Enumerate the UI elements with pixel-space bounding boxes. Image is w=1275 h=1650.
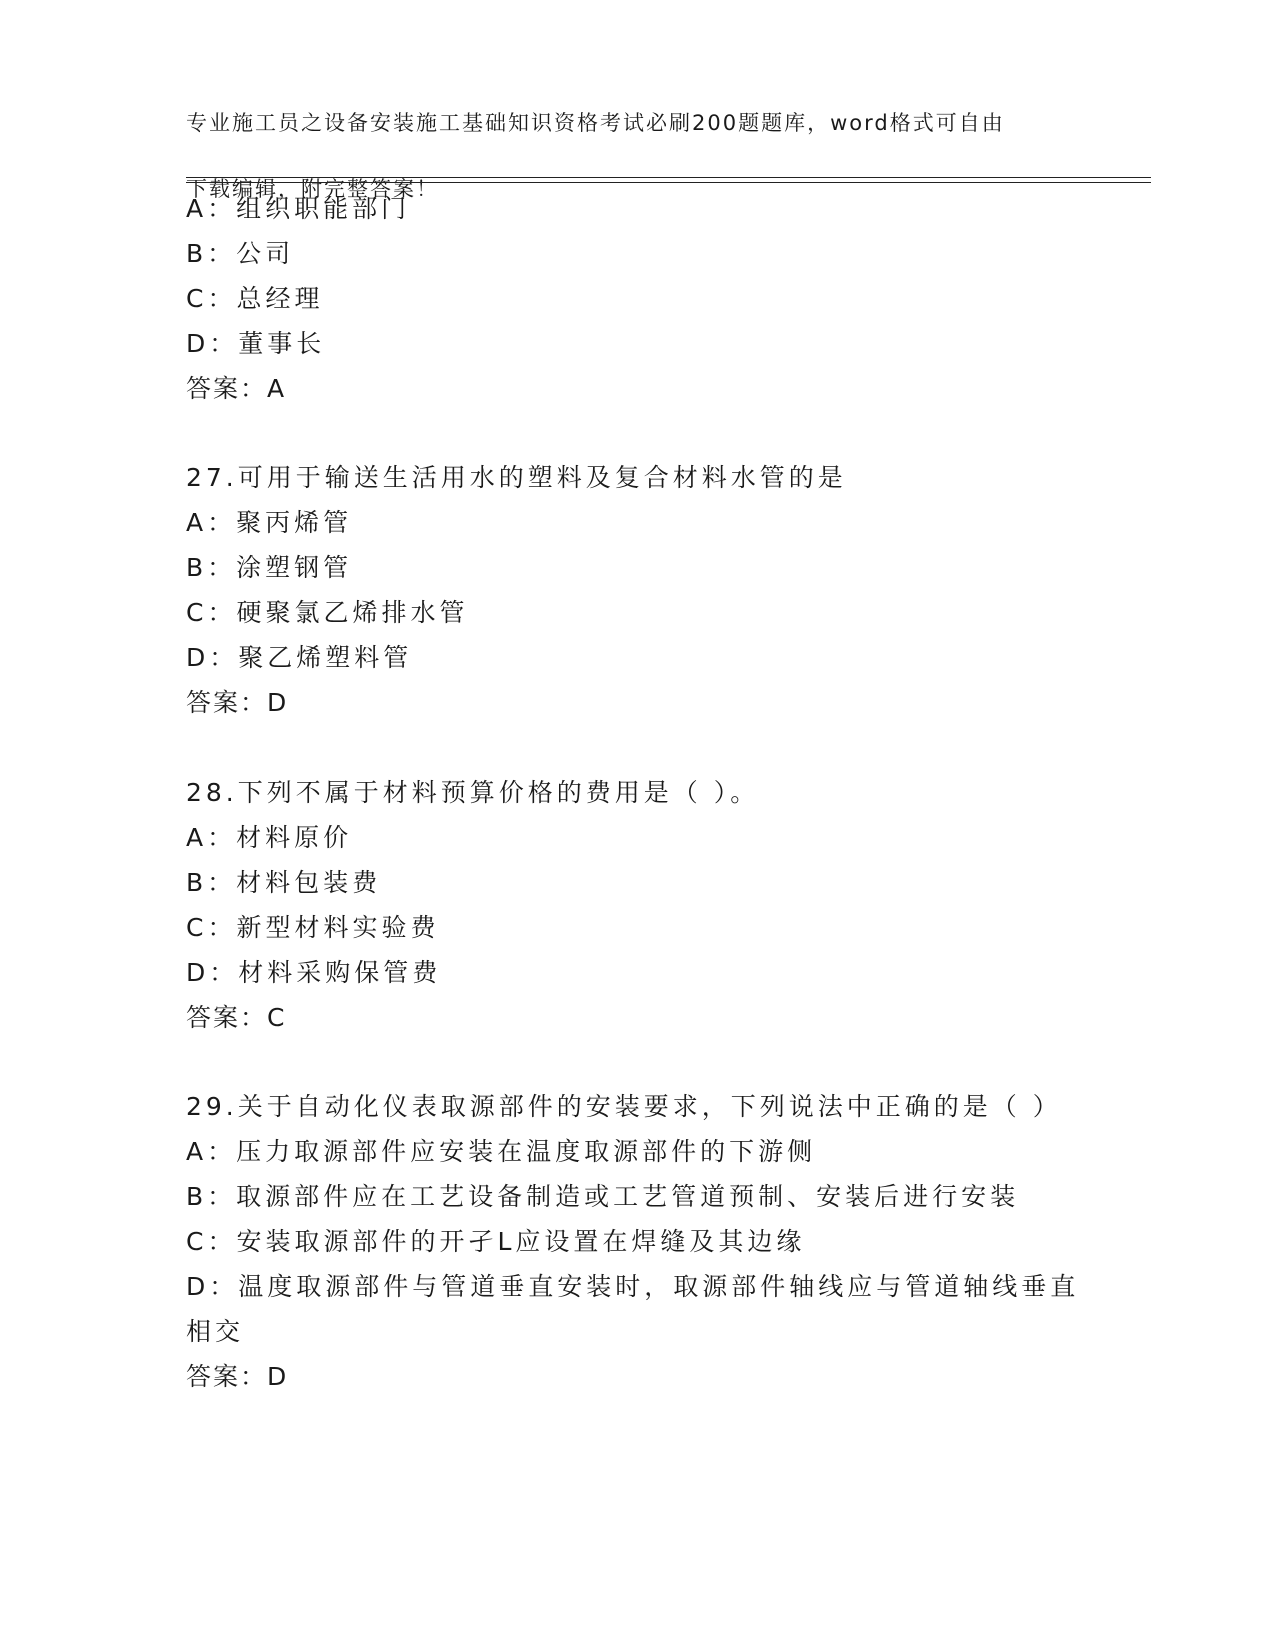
header-title-line-1: 专业施工员之设备安装施工基础知识资格考试必刷200题题库，word格式可自由 xyxy=(186,111,1005,135)
option-line: B：材料包装费 xyxy=(186,868,382,897)
answer-line: 答案：A xyxy=(186,374,287,403)
option-line: C：新型材料实验费 xyxy=(186,913,440,942)
question-27: 27.可用于输送生活用水的塑料及复合材料水管的是 xyxy=(186,463,847,492)
option-line: C：安装取源部件的开孑L应设置在焊缝及其边缘 xyxy=(186,1227,806,1256)
answer-line: 答案：C xyxy=(186,1003,287,1032)
option-line: D：材料采购保管费 xyxy=(186,958,442,987)
option-line: B：涂塑钢管 xyxy=(186,553,353,582)
option-line: A：组织职能部门 xyxy=(186,194,411,223)
option-line: D：聚乙烯塑料管 xyxy=(186,643,413,672)
answer-line: 答案：D xyxy=(186,688,289,717)
header-divider-bottom xyxy=(186,182,1151,183)
header-title-line-2: 下载编辑，附完整答案！ xyxy=(186,177,439,201)
question-28: 28.下列不属于材料预算价格的费用是（ ）。 xyxy=(186,778,760,807)
option-line: D：董事长 xyxy=(186,329,326,358)
answer-line: 答案：D xyxy=(186,1362,289,1391)
option-line: A：聚丙烯管 xyxy=(186,508,353,537)
option-line: D：温度取源部件与管道垂直安装时，取源部件轴线应与管道轴线垂直 xyxy=(186,1272,1080,1301)
header-divider-top xyxy=(186,177,1151,178)
option-line: C：总经理 xyxy=(186,284,324,313)
option-line: B：取源部件应在工艺设备制造或工艺管道预制、安装后进行安装 xyxy=(186,1182,1020,1211)
option-line: B：公司 xyxy=(186,239,295,268)
option-line: C：硬聚氯乙烯排水管 xyxy=(186,598,469,627)
option-line: A：材料原价 xyxy=(186,823,353,852)
question-29: 29.关于自动化仪表取源部件的安装要求，下列说法中正确的是（ ） xyxy=(186,1092,1062,1121)
option-line-continued: 相交 xyxy=(186,1317,245,1346)
option-line: A：压力取源部件应安装在温度取源部件的下游侧 xyxy=(186,1137,817,1166)
